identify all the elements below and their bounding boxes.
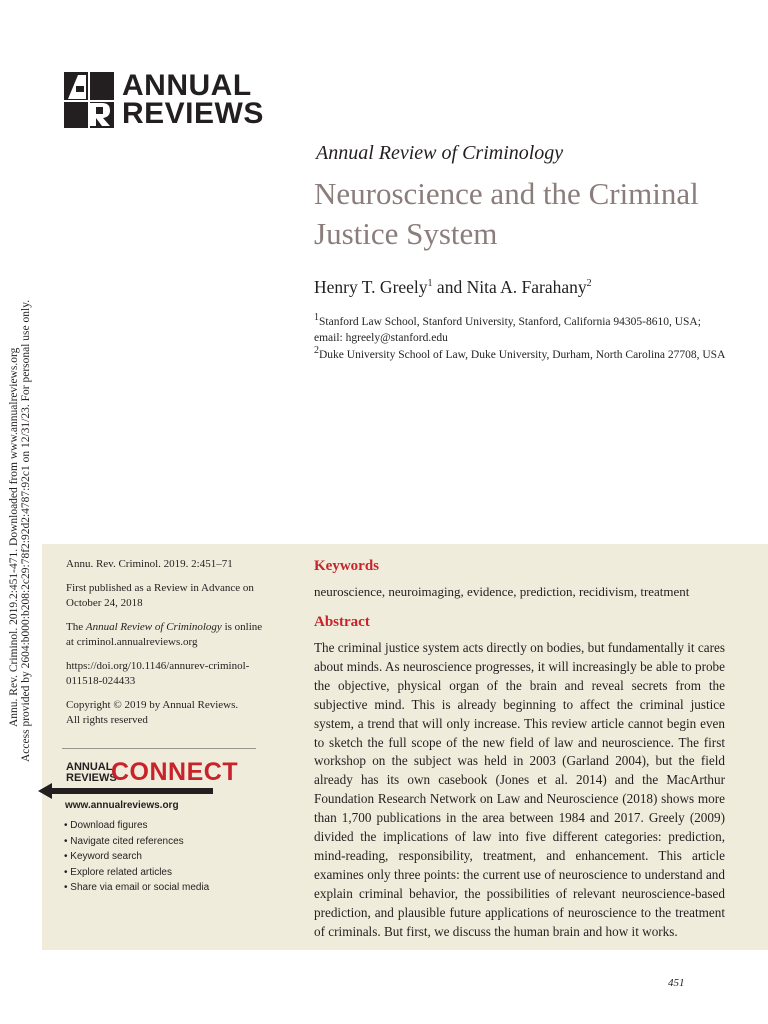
affil-mark: 1	[314, 312, 319, 323]
rights-line: All rights reserved	[66, 714, 148, 726]
author-affil-mark: 2	[586, 278, 592, 290]
copyright-line: Copyright © 2019 by Annual Reviews.	[66, 699, 239, 711]
journal-name: Annual Review of Criminology	[316, 142, 564, 164]
annual-reviews-connect	[38, 748, 239, 898]
connect-feature-item: • Download figures	[64, 818, 209, 834]
logo-line2: REVIEWS	[122, 97, 264, 130]
arrow-left-icon	[38, 783, 213, 799]
online-location	[66, 620, 266, 650]
connect-brand	[66, 762, 117, 784]
online-prefix: The	[66, 621, 86, 633]
annual-reviews-logo	[64, 69, 264, 130]
online-journal: Annual Review of Criminology	[85, 621, 222, 633]
author-conjunction: and	[432, 277, 467, 297]
author-email[interactable]: email: hgreely@stanford.edu	[314, 331, 448, 344]
abstract-text: The criminal justice system acts directly on bodies, but fundamentally it cares about minds. As neuroscience progresses, it will increasingly be able to probe the objective, physical organ of the brain and reveal secrets from the subjective mind. This is already beginning to affect the criminal justice system, a trend that will only increase. This review article cannot begin even to sketch the full scope of the new field of law and neuroscience. The first workshop on the subject was held in 2003 (Garland 2004), but the field already has its own casebook (Jones et al. 2014) and the MacArthur Foundation Research Network on Law and Neuroscience (2018) shows more than 1,700 publications in the area between 1984 and 2017. Greely (2009) divided the implications of law into five different categories: prediction, mind-reading, responsibility, treatment, and enhancement. This article examines only three points: the current use of neuroscience to understand and explain criminal behavior, the possibilities of relevant neuroscience-based prediction, and plausible future applications of neuroscience to the treatment of criminals. But first, we discuss the human brain and how it works.	[314, 640, 725, 939]
abstract-heading: Abstract	[314, 614, 370, 630]
connect-divider	[62, 748, 256, 749]
connect-feature-item: • Explore related articles	[64, 865, 209, 881]
citation-info	[66, 557, 266, 737]
logo-wordmark	[122, 69, 264, 130]
download-notice-line1: Annu. Rev. Criminol. 2019.2:451-471. Downloaded from www.annualreviews.org	[8, 347, 20, 727]
author-name: Nita A. Farahany	[466, 277, 587, 297]
authors	[314, 277, 592, 298]
affiliation-2	[314, 343, 734, 363]
first-published: First published as a Review in Advance on October 24, 2018	[66, 582, 254, 609]
connect-feature-item: • Keyword search	[64, 849, 209, 865]
keywords-list: neuroscience, neuroimaging, evidence, prediction, recidivism, treatment	[314, 584, 690, 599]
connect-features	[64, 818, 209, 896]
ar-logo-mark	[64, 72, 114, 128]
connect-reviews-label: REVIEWS	[66, 772, 117, 784]
keywords-heading: Keywords	[314, 558, 379, 574]
connect-annual-label: ANNUAL	[66, 761, 113, 773]
connect-feature-item: • Share via email or social media	[64, 880, 209, 896]
copyright	[66, 698, 266, 728]
connect-url[interactable]: www.annualreviews.org	[65, 800, 179, 811]
connect-feature-item: • Navigate cited references	[64, 834, 209, 850]
author-affil-mark: 1	[427, 278, 433, 290]
citation-ref: Annu. Rev. Criminol. 2019. 2:451–71	[66, 558, 233, 570]
download-notice	[0, 0, 40, 1024]
doi-link[interactable]: https://doi.org/10.1146/annurev-criminol-011518-024433	[66, 660, 250, 687]
article-title: Neuroscience and the Criminal Justice System	[314, 176, 699, 251]
affil-mark: 2	[314, 345, 319, 356]
affiliation-1	[314, 310, 734, 346]
author-name: Henry T. Greely	[314, 277, 428, 297]
logo-line1: ANNUAL	[122, 69, 252, 102]
page-number: 451	[668, 977, 685, 989]
download-notice-line2: Access provided by 2604:b000:b208:2c29:78f2:92d2:4787:92c1 on 12/31/23. For personal use only.	[20, 299, 32, 762]
connect-title: CONNECT	[111, 758, 239, 786]
affil-text: Duke University School of Law, Duke University, Durham, North Carolina 27708, USA	[319, 348, 726, 361]
affil-text: Stanford Law School, Stanford University, Stanford, California 94305-8610, USA;	[319, 315, 701, 328]
online-suffix: is online at criminol.annualreviews.org	[66, 621, 263, 648]
